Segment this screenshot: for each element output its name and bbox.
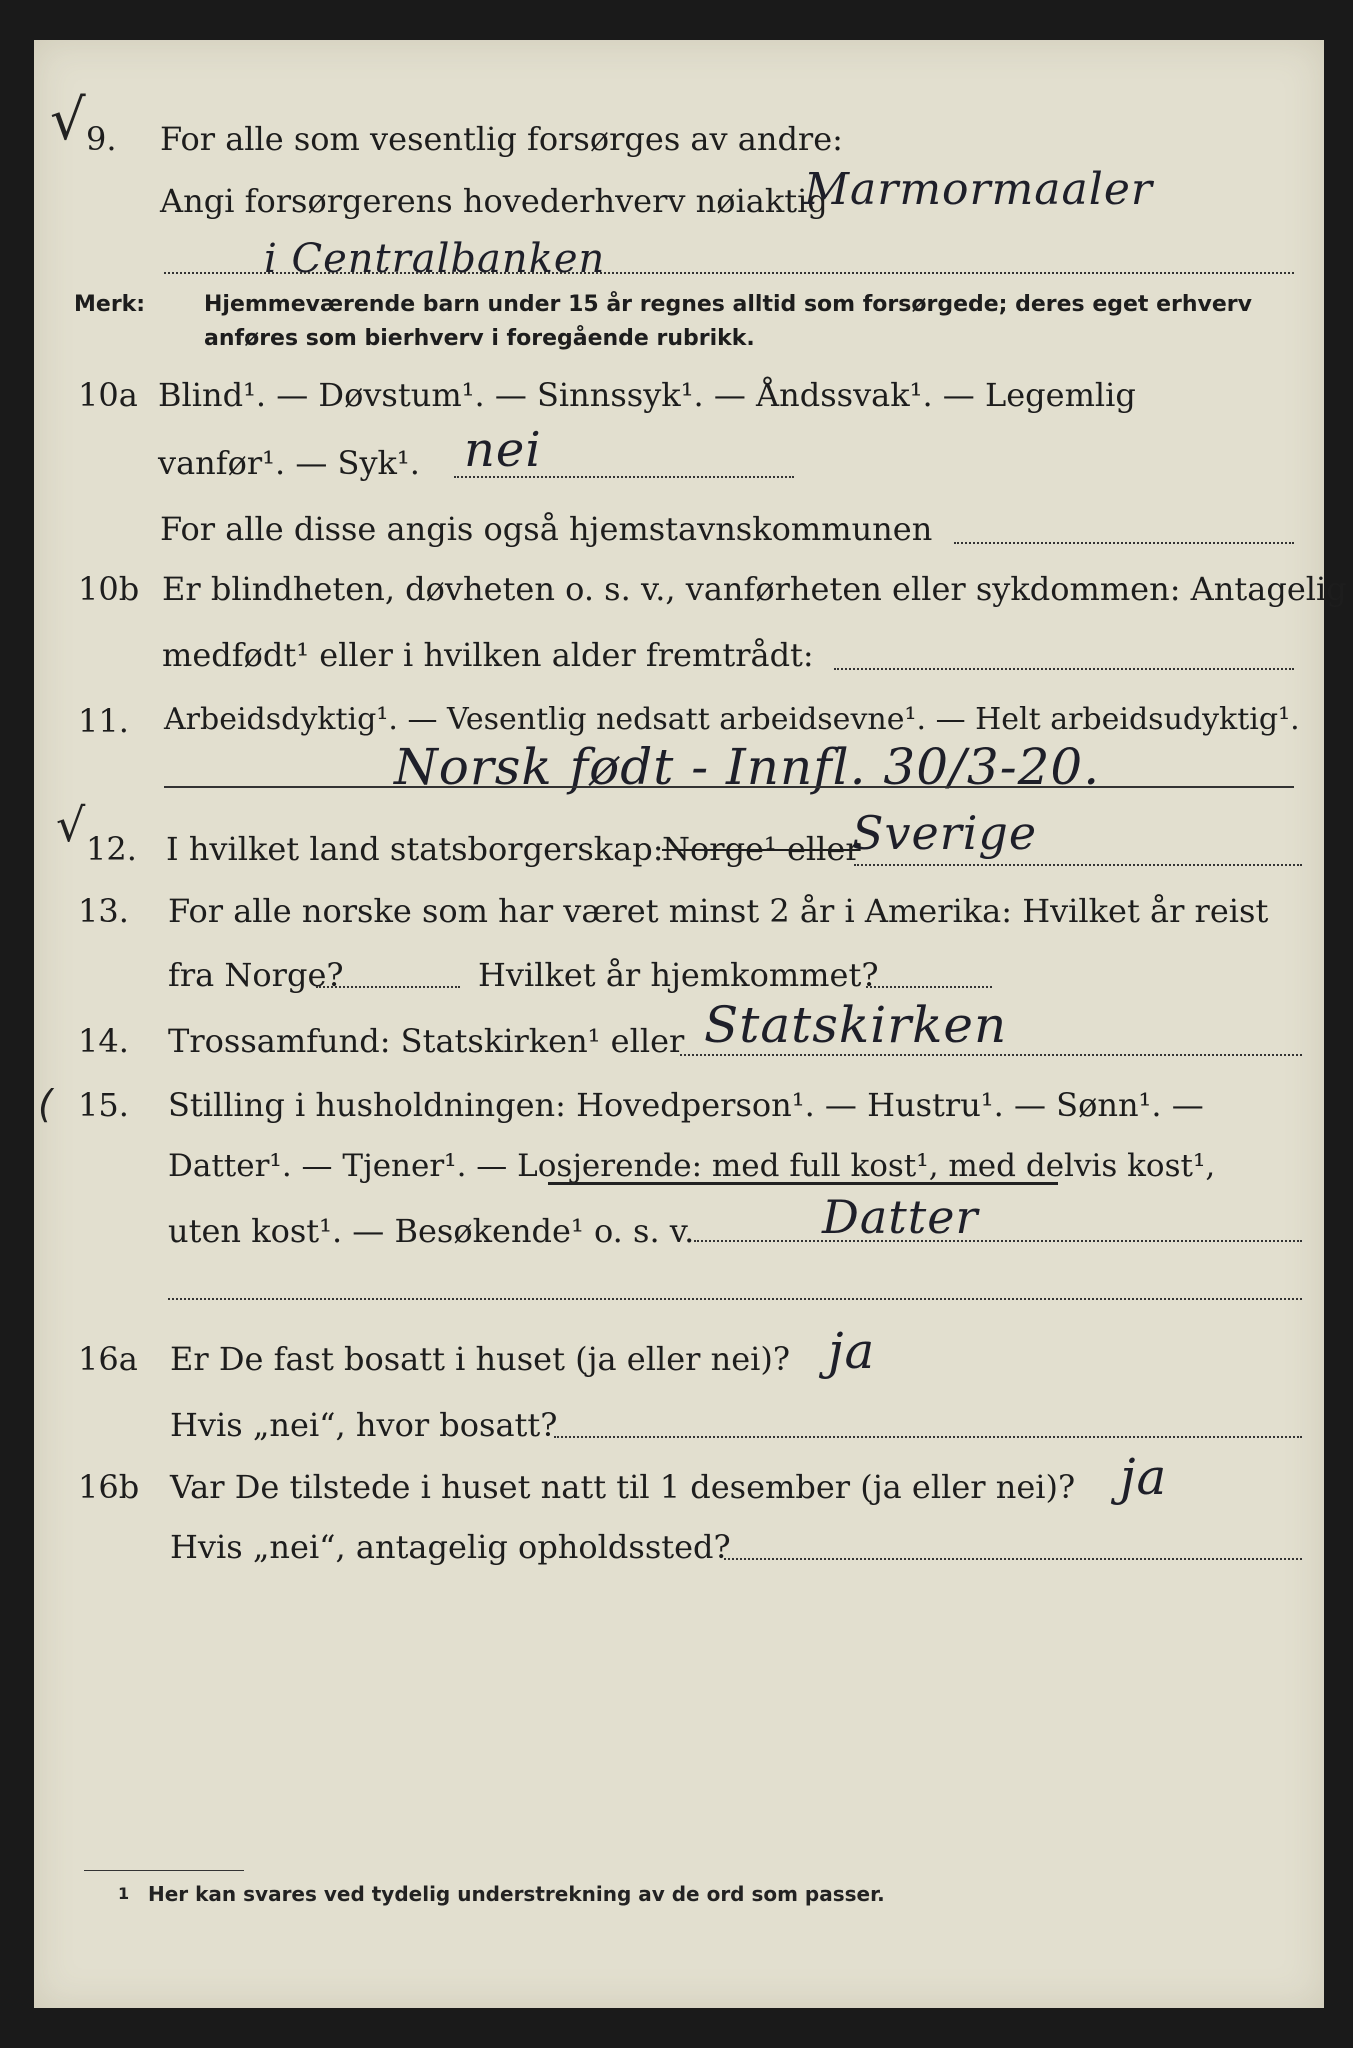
question-number: 16a <box>78 1340 138 1378</box>
answer-line <box>694 1240 1302 1242</box>
question-number: 15. <box>78 1086 129 1124</box>
answer-line <box>168 1298 1302 1300</box>
handwritten-answer: i Centralbanken <box>264 236 606 282</box>
question-text: Hvis „nei“, hvor bosatt? <box>170 1406 558 1444</box>
answer-line <box>454 476 794 478</box>
question-text: I hvilket land statsborgerskap: <box>166 830 664 868</box>
handwritten-answer: nei <box>464 422 542 478</box>
check-mark-12: √ <box>56 798 86 852</box>
handwritten-answer: Sverige <box>852 806 1038 860</box>
answer-line <box>854 864 1302 866</box>
struck-option: Norge¹ eller <box>662 830 861 868</box>
handwritten-answer: Statskirken <box>704 996 1008 1054</box>
question-text: uten kost¹. — Besøkende¹ o. s. v. <box>168 1212 695 1250</box>
answer-line <box>164 272 1294 274</box>
question-text: fra Norge? <box>168 956 344 994</box>
question-text: Var De tilstede i huset natt til 1 desember (ja eller nei)? <box>170 1468 1076 1506</box>
merk-text: anføres som bierhverv i foregående rubrikk. <box>204 326 755 351</box>
question-text: Trossamfund: Statskirken¹ eller <box>168 1022 685 1060</box>
footnote-rule <box>84 1870 244 1871</box>
handwritten-answer: ja <box>828 1322 876 1380</box>
question-number: 10b <box>78 570 140 608</box>
answer-line <box>954 542 1294 544</box>
check-mark-9: √ <box>50 88 86 153</box>
question-text: For alle disse angis også hjemstavnskommunen <box>160 510 933 548</box>
answer-line <box>724 1558 1302 1560</box>
question-text: Er blindheten, døvheten o. s. v., vanførheten eller sykdommen: Antagelig <box>162 570 1347 608</box>
merk-label: Merk: <box>74 292 146 317</box>
answer-line <box>834 668 1294 670</box>
handwritten-answer: ja <box>1120 1448 1168 1506</box>
answer-line <box>316 986 460 988</box>
footnote-text: Her kan svares ved tydelig understrekning av de ord som passer. <box>148 1882 885 1906</box>
census-form-page <box>34 40 1347 2008</box>
question-number: 9. <box>86 120 117 158</box>
answer-line <box>164 786 1294 788</box>
question-number: 12. <box>86 830 137 868</box>
question-text: Arbeidsdyktig¹. — Vesentlig nedsatt arbeidsevne¹. — Helt arbeidsudyktig¹. <box>164 702 1300 737</box>
question-text: Stilling i husholdningen: Hovedperson¹. — Hustru¹. — Sønn¹. — <box>168 1086 1204 1124</box>
question-number: 13. <box>78 892 129 930</box>
footnote-marker: 1 <box>118 1884 130 1903</box>
handwritten-answer: Datter <box>822 1190 979 1244</box>
question-text: vanfør¹. — Syk¹. <box>158 444 420 482</box>
margin-mark-15: ( <box>38 1082 53 1126</box>
question-text: For alle norske som har været minst 2 år i Amerika: Hvilket år reist <box>168 892 1269 930</box>
handwritten-answer: Marmormaaler <box>804 164 1153 215</box>
question-text: Blind¹. — Døvstum¹. — Sinnssyk¹. — Åndssvak¹. — Legemlig <box>158 376 1136 414</box>
answer-line <box>554 1436 1302 1438</box>
question-number: 14. <box>78 1022 129 1060</box>
underline-losjerende <box>548 1182 1058 1185</box>
handwritten-answer: Norsk født - Innfl. 30/3-20. <box>394 738 1101 796</box>
question-text: Angi forsørgerens hovederhverv nøiaktig <box>160 182 828 220</box>
question-text: For alle som vesentlig forsørges av andre: <box>160 120 843 158</box>
question-number: 10a <box>78 376 138 414</box>
question-text: Datter¹. — Tjener¹. — Losjerende: med full kost¹, med delvis kost¹, <box>168 1148 1216 1184</box>
answer-line <box>866 986 992 988</box>
question-text: Hvilket år hjemkommet? <box>478 956 879 994</box>
question-text: medfødt¹ eller i hvilken alder fremtrådt: <box>162 636 814 674</box>
question-number: 11. <box>78 702 129 740</box>
merk-text: Hjemmeværende barn under 15 år regnes alltid som forsørgede; deres eget erhverv <box>204 292 1252 317</box>
question-text: Er De fast bosatt i huset (ja eller nei)? <box>170 1340 791 1378</box>
answer-line <box>680 1054 1302 1056</box>
question-text: Hvis „nei“, antagelig opholdssted? <box>170 1528 731 1566</box>
question-number: 16b <box>78 1468 140 1506</box>
